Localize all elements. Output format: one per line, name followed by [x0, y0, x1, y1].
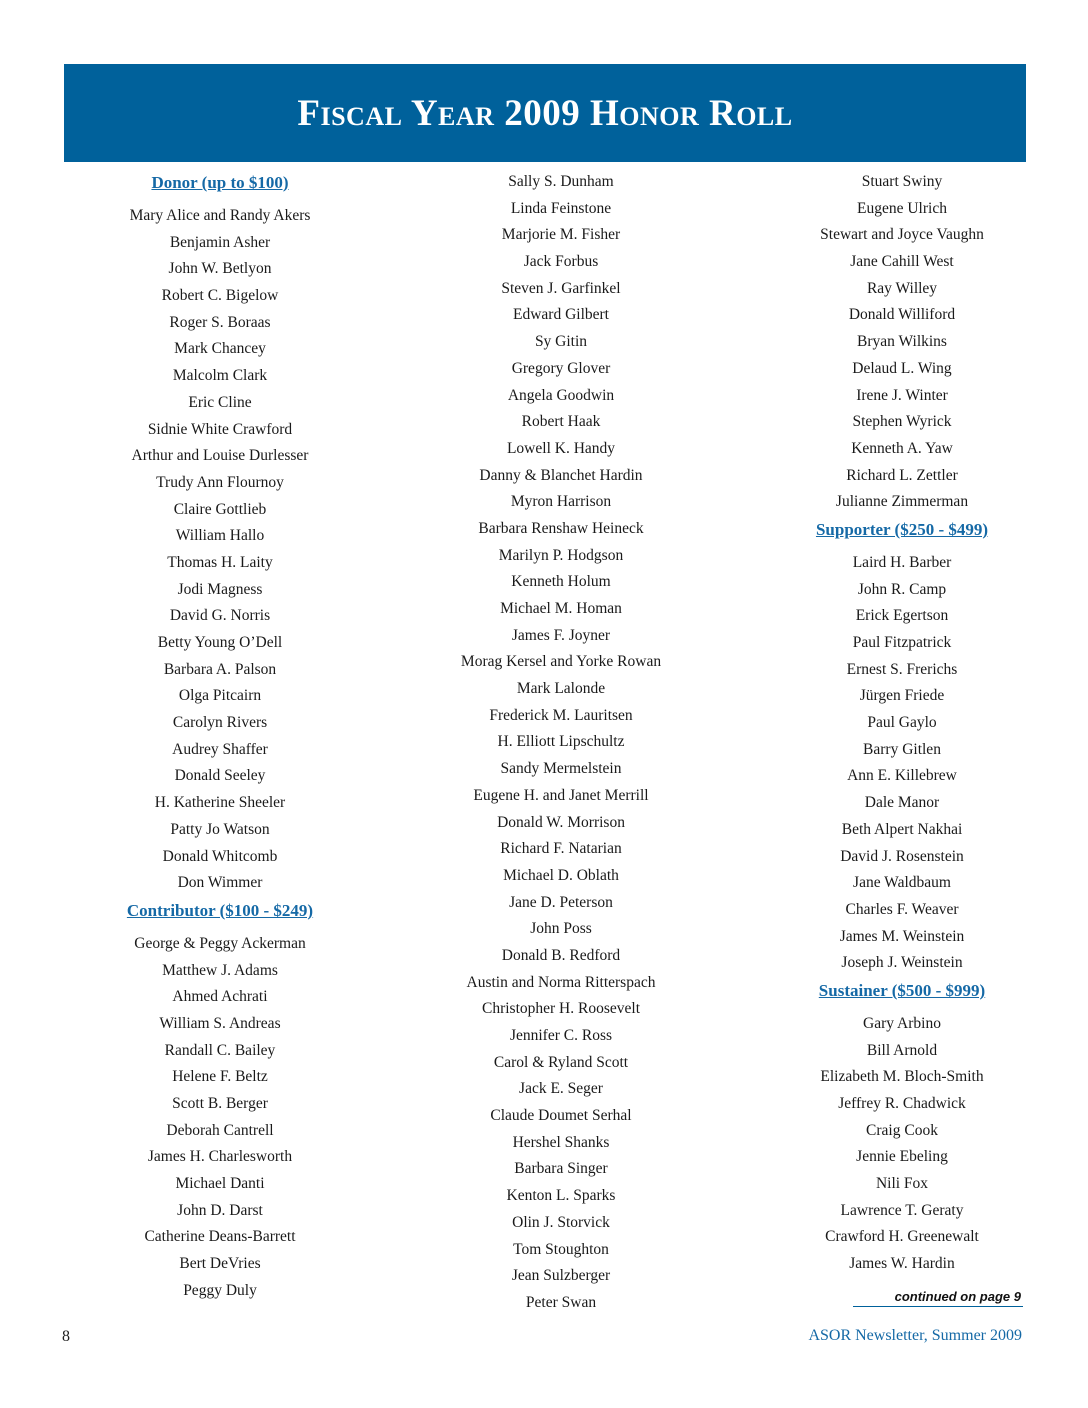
honoree-name: Barbara Singer — [514, 1160, 608, 1178]
honoree-name: Kenton L. Sparks — [506, 1187, 616, 1205]
honoree-name: Paul Gaylo — [867, 714, 937, 732]
honoree-name: Bryan Wilkins — [857, 333, 947, 351]
honoree-name: Olga Pitcairn — [178, 687, 262, 705]
honoree-name: Patty Jo Watson — [170, 820, 270, 838]
honoree-name: H. Elliott Lipschultz — [497, 733, 625, 751]
honoree-name: Beth Alpert Nakhai — [841, 820, 963, 838]
honoree-name: Steven J. Garfinkel — [501, 279, 621, 297]
honoree-name: Edward Gilbert — [513, 306, 609, 324]
honoree-name: James F. Joyner — [511, 626, 611, 644]
honoree-name: Kenneth A. Yaw — [851, 439, 953, 457]
honoree-name: Donald B. Redford — [501, 946, 621, 964]
honoree-name: Michael Danti — [175, 1175, 265, 1193]
honoree-name: Kenneth Holum — [511, 573, 611, 591]
honoree-name: Irene J. Winter — [856, 386, 948, 404]
honoree-name: Michael M. Homan — [500, 600, 622, 617]
honoree-name: Betty Young O’Dell — [157, 634, 283, 651]
honoree-name: Bert DeVries — [179, 1255, 261, 1273]
sustainer-list — [777, 1011, 1027, 1278]
honoree-name: Charles F. Weaver — [845, 900, 959, 918]
honoree-name: Mary Alice and Randy Akers — [129, 207, 311, 224]
honoree-name: Barry Gitlen — [863, 740, 941, 758]
honoree-name: Donald Williford — [848, 306, 956, 324]
honoree-name: H. Katherine Sheeler — [154, 794, 286, 812]
honoree-name: Marjorie M. Fisher — [501, 226, 621, 244]
honoree-name: William S. Andreas — [159, 1014, 281, 1032]
honoree-name: Hershel Shanks — [512, 1133, 610, 1151]
honoree-name: Mark Lalonde — [516, 680, 606, 698]
honoree-name: Barbara Renshaw Heineck — [478, 519, 644, 537]
honoree-name: Claire Gottlieb — [173, 500, 267, 518]
honoree-name: James W. Hardin — [849, 1255, 955, 1273]
honoree-name: Bill Arnold — [866, 1041, 938, 1059]
honoree-name: John Poss — [530, 920, 592, 938]
supporter-list — [777, 550, 1027, 977]
honoree-name: Frederick M. Lauritsen — [489, 706, 633, 724]
honoree-name: Randall C. Bailey — [164, 1041, 276, 1059]
honoree-name: Donald Seeley — [174, 767, 266, 785]
honoree-name: Danny & Blanchet Hardin — [479, 466, 643, 484]
honoree-name: Carolyn Rivers — [172, 714, 268, 732]
honoree-name: Tom Stoughton — [513, 1240, 609, 1258]
honoree-name: Olin J. Storvick — [512, 1213, 610, 1231]
contributor-list — [95, 931, 345, 1305]
honoree-name: Gary Arbino — [863, 1014, 941, 1032]
honoree-name: George & Peggy Ackerman — [134, 934, 306, 952]
column-2 — [436, 169, 686, 1317]
honoree-name: David G. Norris — [169, 607, 271, 625]
honoree-name: Peter Swan — [525, 1293, 597, 1311]
honoree-name: Lowell K. Handy — [506, 439, 616, 457]
honoree-name: Carol & Ryland Scott — [493, 1053, 629, 1071]
honoree-name: Jeffrey R. Chadwick — [838, 1095, 966, 1112]
honoree-name: Julianne Zimmerman — [835, 493, 969, 511]
honoree-name: Jean Sulzberger — [511, 1267, 611, 1285]
honoree-name: Jennie Ebeling — [856, 1148, 948, 1166]
honoree-name: Jane Waldbaum — [853, 874, 951, 892]
honoree-name: Elizabeth M. Bloch-Smith — [820, 1068, 984, 1086]
honoree-name: Richard L. Zettler — [846, 466, 958, 484]
honoree-name: Audrey Shaffer — [172, 740, 268, 758]
publication-title: ASOR Newsletter, Summer 2009 — [808, 1327, 1022, 1344]
honoree-name: Sandy Mermelstein — [500, 760, 622, 778]
honoree-name: Ray Willey — [866, 279, 938, 297]
honoree-name: Mark Chancey — [174, 340, 266, 358]
honoree-name: Angela Goodwin — [507, 386, 615, 404]
column-1 — [95, 169, 345, 1305]
honoree-name: Sy Gitin — [534, 333, 588, 351]
honoree-name: Deborah Cantrell — [166, 1121, 274, 1139]
honoree-name: Myron Harrison — [510, 493, 612, 511]
honoree-name: Benjamin Asher — [169, 233, 271, 251]
honoree-name: Stewart and Joyce Vaughn — [820, 226, 984, 244]
honoree-name: Jack Forbus — [523, 253, 599, 271]
honoree-name: Delaud L. Wing — [852, 359, 952, 377]
honoree-name: Jane D. Peterson — [509, 893, 613, 911]
honoree-name: Gregory Glover — [511, 359, 611, 377]
honoree-name: Nili Fox — [875, 1175, 929, 1193]
honoree-name: Arthur and Louise Durlesser — [131, 447, 309, 465]
honoree-name: Marilyn P. Hodgson — [498, 546, 624, 564]
sustainer-heading: Sustainer ($500 - $999) — [818, 980, 986, 1000]
page-number: 8 — [62, 1328, 70, 1345]
honoree-name: Stephen Wyrick — [852, 413, 952, 431]
honoree-name: Morag Kersel and Yorke Rowan — [460, 653, 662, 671]
honoree-name: Peggy Duly — [183, 1281, 257, 1299]
honoree-name: Christopher H. Roosevelt — [482, 1000, 640, 1018]
honoree-name: Trudy Ann Flournoy — [156, 473, 284, 491]
honoree-name: John W. Betlyon — [168, 260, 272, 278]
honoree-name: Jennifer C. Ross — [509, 1027, 613, 1044]
honoree-name: Paul Fitzpatrick — [852, 634, 952, 651]
donor-heading: Donor (up to $100) — [151, 173, 289, 192]
supporter-heading: Supporter ($250 - $499) — [815, 519, 989, 539]
honoree-name: Laird H. Barber — [852, 553, 952, 571]
page-title: Fiscal Year 2009 Honor Roll — [297, 92, 793, 134]
donor-list — [95, 203, 345, 897]
contributor-list-continued — [436, 169, 686, 1317]
honoree-name: Scott B. Berger — [172, 1095, 268, 1112]
honoree-name: Stuart Swiny — [861, 173, 943, 190]
honoree-name: Catherine Deans-Barrett — [144, 1228, 296, 1246]
honoree-name: John D. Darst — [177, 1201, 263, 1219]
honoree-name: Austin and Norma Ritterspach — [466, 973, 656, 991]
honoree-name: Eugene H. and Janet Merrill — [473, 786, 649, 804]
honoree-name: Matthew J. Adams — [162, 961, 278, 979]
honoree-name: James M. Weinstein — [839, 927, 965, 945]
contributor-heading: Contributor ($100 - $249) — [126, 900, 314, 920]
honoree-name: Claude Doumet Serhal — [490, 1107, 632, 1125]
honoree-name: Ann E. Killebrew — [847, 767, 957, 785]
honoree-name: Donald Whitcomb — [162, 847, 278, 865]
honoree-name: Linda Feinstone — [510, 199, 612, 217]
honoree-name: Craig Cook — [866, 1121, 938, 1139]
honoree-name: David J. Rosenstein — [840, 847, 964, 865]
honoree-name: James H. Charlesworth — [147, 1148, 293, 1166]
honoree-name: Roger S. Boraas — [169, 313, 271, 331]
honoree-name: Malcolm Clark — [172, 367, 268, 385]
honoree-name: Robert Haak — [521, 413, 601, 431]
contributor-list-end — [777, 169, 1027, 516]
honoree-name: Ahmed Achrati — [172, 988, 268, 1006]
honoree-name: Jürgen Friede — [859, 687, 945, 705]
honoree-name: William Hallo — [175, 527, 265, 545]
honoree-name: Dale Manor — [864, 794, 940, 812]
honoree-name: Sidnie White Crawford — [147, 420, 293, 438]
honoree-name: Lawrence T. Geraty — [840, 1201, 964, 1219]
honoree-name: Ernest S. Frerichs — [846, 660, 958, 678]
honoree-name: Eugene Ulrich — [857, 199, 947, 217]
honoree-name: Don Wimmer — [177, 874, 263, 892]
honoree-name: Eric Cline — [188, 393, 252, 411]
honoree-name: Barbara A. Palson — [163, 660, 277, 678]
continued-note: continued on page 9 — [853, 1288, 1023, 1307]
honoree-name: Michael D. Oblath — [503, 866, 619, 884]
honoree-name: Donald W. Morrison — [497, 813, 625, 831]
honoree-name: Sally S. Dunham — [508, 173, 614, 190]
honoree-name: Jane Cahill West — [850, 253, 954, 271]
honoree-name: John R. Camp — [857, 580, 947, 598]
honoree-name: Robert C. Bigelow — [161, 287, 279, 305]
honoree-name: Joseph J. Weinstein — [841, 954, 963, 972]
honoree-name: Erick Egertson — [855, 607, 949, 625]
honoree-name: Helene F. Beltz — [172, 1068, 268, 1086]
honoree-name: Crawford H. Greenewalt — [825, 1228, 979, 1246]
honoree-name: Thomas H. Laity — [167, 553, 273, 571]
honoree-name: Jack E. Seger — [519, 1080, 603, 1098]
title-banner — [64, 64, 1026, 162]
honoree-name: Richard F. Natarian — [500, 840, 622, 858]
honoree-name: Jodi Magness — [177, 580, 263, 598]
column-3 — [777, 169, 1027, 1278]
